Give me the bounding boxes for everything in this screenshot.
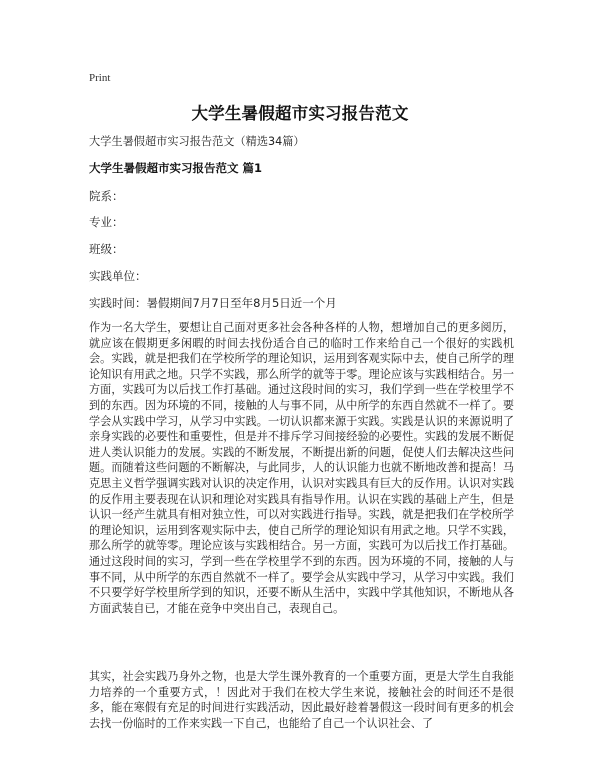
print-label: Print	[89, 72, 111, 84]
practice-time-field: 实践时间：暑假期间7月7日至年8月5日近一个月	[89, 296, 337, 310]
department-field: 院系：	[89, 189, 124, 203]
body-paragraph: 作为一名大学生，要想让自己面对更多社会各种各样的人物，想增加自己的更多阅历，就应该在假期更多闲暇的时间去找份适合自己的临时工作来给自己一个很好的实践机会。实践，就是把我们在学校所学的理论知识，运用到客观实际中去，使自己所学的理论知识有用武之地。只学不实践，那么所学的就等于零。理论应该与实践相结合。另一方面，实践可为以后找工作打基础。通过这段时间的实习，我们学到一些在学校里学不到的东西。因为环境的不同，接触的人与事不同，从中所学的东西自然就不一样了。要学会从实践中学习，从学习中实践。一切认识都来源于实践。实践是认识的来源说明了亲身实践的必要性和重要性，但是并不排斥学习间接经验的必要性。实践的发展不断促进人类认识能力的发展。实践的不断发展，不断提出新的问题，促使人们去解决这些问题。而随着这些问题的不断解决，与此同步，人的认识能力也就不断地改善和提高！马克思主义哲学强调实践对认识的决定作用，认识对实践具有巨大的反作用。认识对实践的反作用主要表现在认识和理论对实践具有指导作用。认识在实践的基础上产生，但是认识一经产生就具有相对独立性，可以对实践进行指导。实践，就是把我们在学校所学的理论知识，运用到客观实际中去，使自己所学的理论知识有用武之地。只学不实践，那么所学的就等零。理论应该与实践相结合。另一方面，实践可为以后找工作打基础。通过这段时间的实习，学到一些在学校里学不到的东西。因为环境的不同，接触的人与事不同，从中所学的东西自然就不一样了。要学会从实践中学习，从学习中实践。我们不只要学好学校里所学到的知识，还要不断从生活中，实践中学其他知识，不断地从各方面武装自已，才能在竞争中突出自己，表现自己。	[89, 321, 514, 615]
body-paragraph: 其实，社会实践乃身外之物，也是大学生课外教育的一个重要方面，更是大学生自我能力培养的一个重要方式，！因此对于我们在校大学生来说，接触社会的时间还不是很多，能在寒假有充足的时间进行实践活动，因此最好趁着暑假这一段时间有更多的机会去找一份临时的工作来实践一下自己，也能给了自己一个认识社会、了	[89, 670, 514, 730]
class-field: 班级：	[89, 242, 124, 256]
document-subtitle: 大学生暑假超市实习报告范文（精选34篇）	[89, 135, 305, 148]
practice-unit-field: 实践单位：	[89, 269, 147, 283]
major-field: 专业：	[89, 215, 124, 229]
section-heading: 大学生暑假超市实习报告范文 篇1	[89, 161, 263, 175]
document-title: 大学生暑假超市实习报告范文	[191, 104, 409, 123]
